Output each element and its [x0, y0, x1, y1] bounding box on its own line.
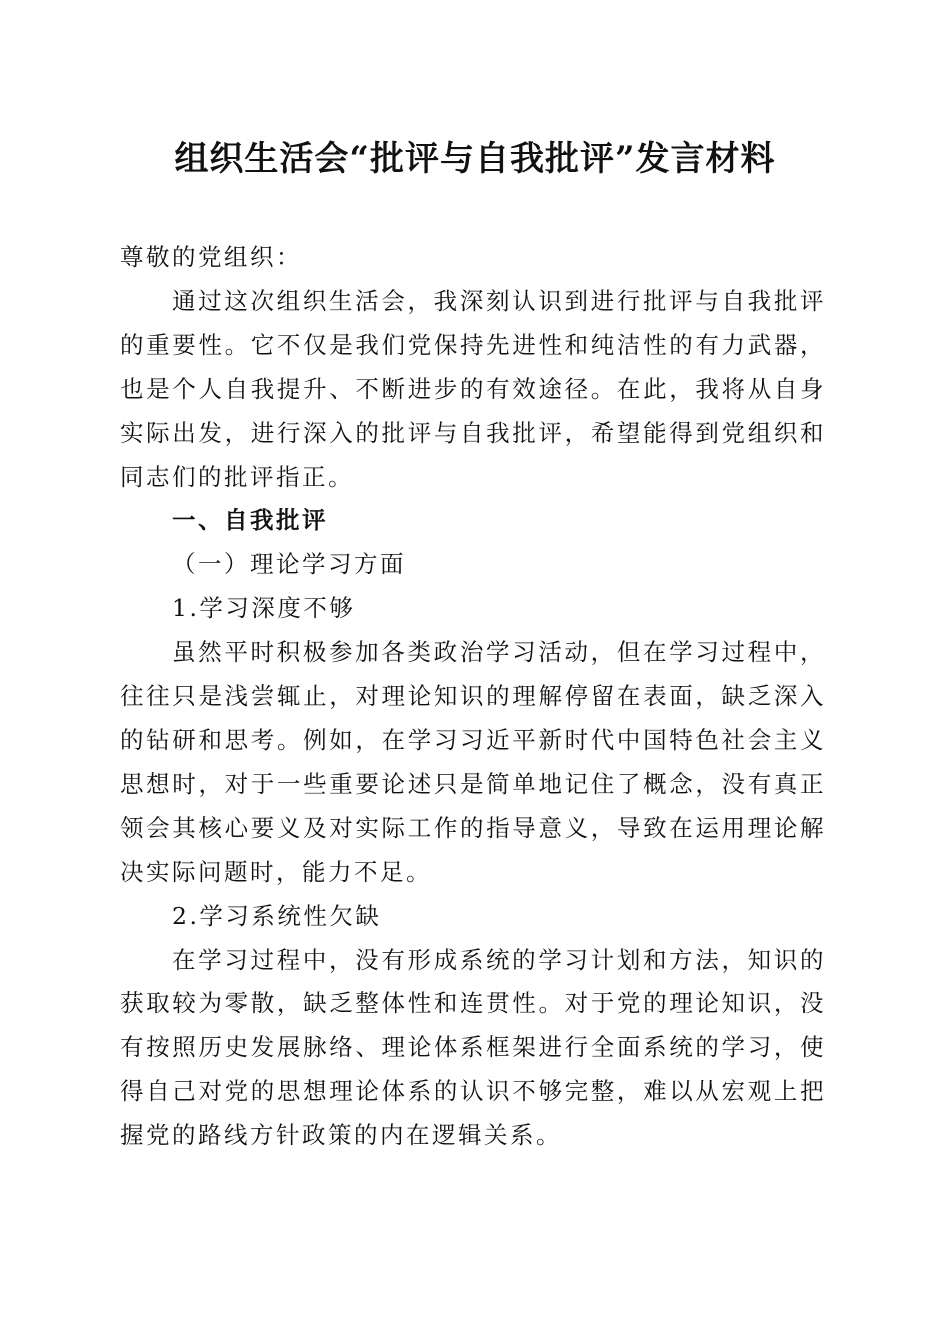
document-title: 组织生活会“批评与自我批评”发言材料 [174, 139, 776, 179]
item-heading-study-system: 2.学习系统性欠缺 [172, 901, 382, 930]
intro-paragraph: 通过这次组织生活会，我深刻认识到进行批评与自我批评的重要性。它不仅是我们党保持先进性和纯洁性的有力武器，也是个人自我提升、不断进步的有效途径。在此，我将从自身实际出发，进行深入的批评与自我批评，希望能得到党组织和同志们的批评指正。 [120, 286, 826, 491]
item-heading-study-depth: 1.学习深度不够 [172, 594, 356, 623]
item-paragraph-study-system: 在学习过程中，没有形成系统的学习计划和方法，知识的获取较为零散，缺乏整体性和连贯性。对于党的理论知识，没有按照历史发展脉络、理论体系框架进行全面系统的学习，使得自己对党的思想理论体系的认识不够完整，难以从宏观上把握党的路线方针政策的内在逻辑关系。 [120, 945, 826, 1150]
section-heading-self-criticism: 一、自我批评 [172, 506, 328, 535]
document-body [120, 236, 826, 1158]
salutation: 尊敬的党组织： [120, 243, 302, 271]
item-paragraph-study-depth: 虽然平时积极参加各类政治学习活动，但在学习过程中，往往只是浅尝辄止，对理论知识的理解停留在表面，缺乏深入的钻研和思考。例如，在学习习近平新时代中国特色社会主义思想时，对于一些重要论述只是简单地记住了概念，没有真正领会其核心要义及对实际工作的指导意义，导致在运用理论解决实际问题时，能力不足。 [120, 638, 826, 886]
subsection-heading-theory-study: （一）理论学习方面 [172, 550, 406, 579]
